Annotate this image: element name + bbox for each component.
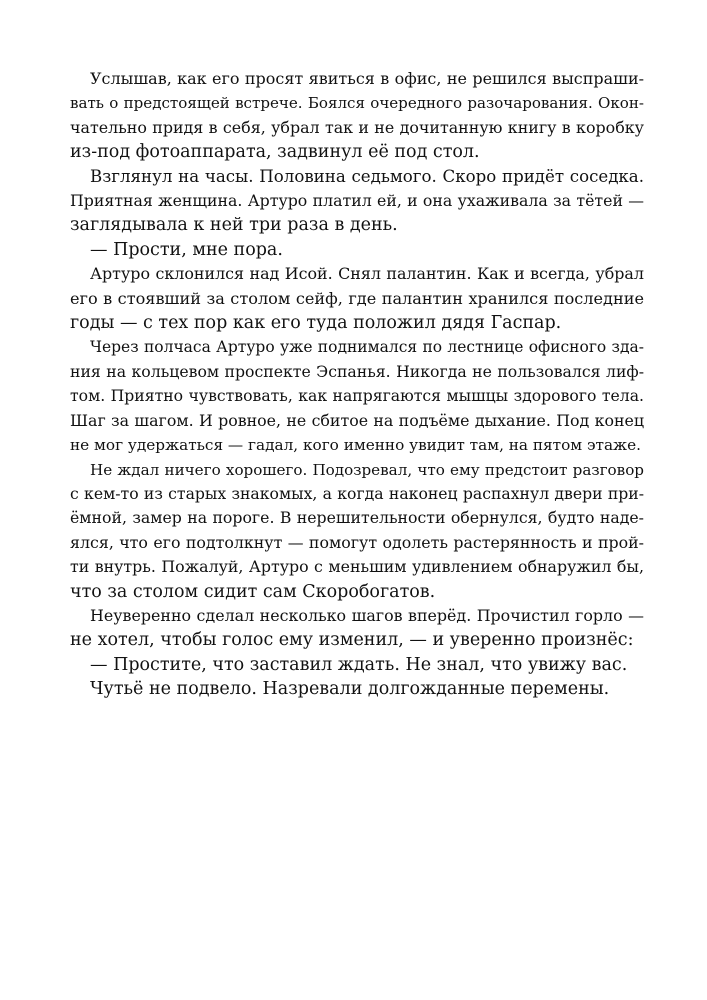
text-line: Приятная женщина. Артуро платил ей, и она ухаживала за тётей — (70, 191, 644, 211)
text-line: Услышав, как его просят явиться в офис, не решился выспраши- (90, 69, 644, 88)
text-line: ния на кольцевом проспекте Эспанья. Никогда не пользовался лиф- (70, 361, 644, 381)
text-line: из-под фотоаппарата, задвинул её под стол. (70, 142, 480, 163)
text-line: Артуро склонился над Исой. Снял палантин. Как и всегда, убрал (90, 264, 644, 284)
text-line: Не ждал ничего хорошего. Подозревал, что ему предстоит разговор (90, 460, 644, 479)
text-line: годы — с тех пор как его туда положил дядя Гаспар. (70, 313, 562, 334)
text-line: заглядывала к ней три раза в день. (70, 215, 398, 236)
text-line: что за столом сидит сам Скоробогатов. (70, 581, 436, 602)
page-text (70, 67, 644, 702)
text-line: не хотел, чтобы голос ему изменил, — и уверенно произнёс: (70, 630, 634, 651)
text-line: ти внутрь. Пожалуй, Артуро с меньшим удивлением обнаружил бы, (70, 557, 644, 577)
text-line: — Прости, мне пора. (90, 239, 283, 260)
text-line: чательно придя в себя, убрал так и не дочитанную книгу в коробку (70, 117, 644, 137)
text-line: ялся, что его подтолкнут — помогут одолеть растерянность и прой- (70, 532, 644, 552)
text-line: ёмной, замер на пороге. В нерешительности обернулся, будто наде- (70, 508, 644, 528)
text-line: Чутьё не подвело. Назревали долгожданные перемены. (90, 679, 610, 700)
text-line: вать о предстоящей встрече. Боялся очередного разочарования. Окон- (70, 94, 644, 113)
text-line: с кем-то из старых знакомых, а когда наконец распахнул двери при- (70, 483, 644, 503)
text-line: Через полчаса Артуро уже поднимался по лестнице офисного зда- (90, 338, 644, 357)
text-line: Взглянул на часы. Половина седьмого. Скоро придёт соседка. (90, 166, 644, 186)
text-line: Неуверенно сделал несколько шагов вперёд. Прочистил горло — (90, 605, 644, 625)
text-line: Шаг за шагом. И ровное, не сбитое на подъёме дыхание. Под конец (70, 410, 644, 430)
text-line: том. Приятно чувствовать, как напрягаются мышцы здорового тела. (70, 386, 644, 406)
text-line: его в стоявший за столом сейф, где палантин хранился последние (70, 288, 644, 308)
text-line: — Простите, что заставил ждать. Не знал, что увижу вас. (90, 654, 628, 675)
text-line: не мог удержаться — гадал, кого именно увидит там, на пятом этаже. (70, 436, 641, 455)
